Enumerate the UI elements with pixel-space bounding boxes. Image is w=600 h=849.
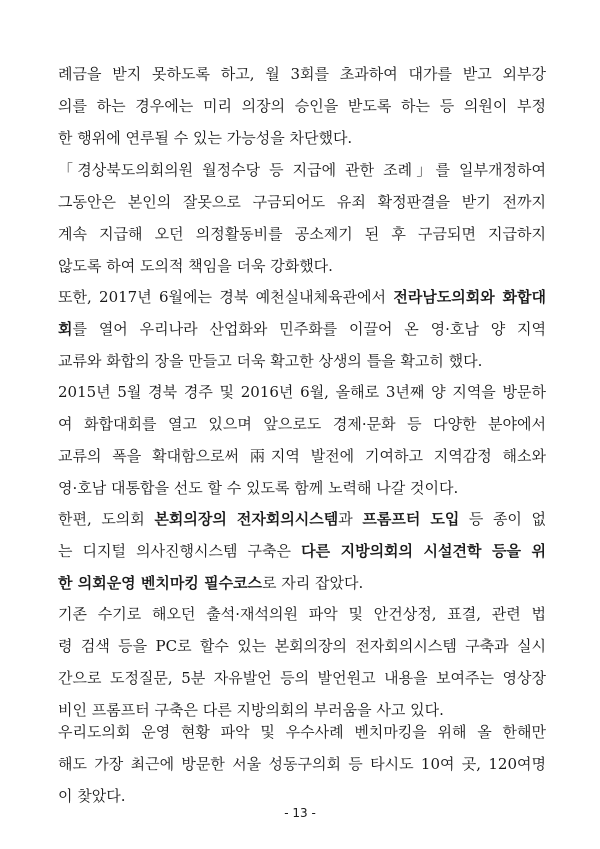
bold-text-segment: 다른 지방의회의 시설견학 등을 위 — [301, 542, 546, 560]
text-line — [58, 472, 546, 504]
text-line — [58, 186, 546, 218]
text-line — [58, 154, 546, 186]
text-segment: 등 종이 없 — [459, 510, 546, 528]
paragraph-4 — [58, 376, 546, 504]
text-segment: 계속 지급해 오던 의정활동비를 공소제기 된 후 구금되면 지급하지 — [58, 225, 546, 243]
text-segment: 교류의 폭을 확대함으로써 兩지역 발전에 기여하고 지역감정 해소와 — [58, 447, 546, 465]
text-segment: 교류와 화합의 장을 만들고 더욱 확고한 상생의 틀을 확고히 했다. — [58, 352, 483, 370]
bold-text-segment: 전라남도의회와 화합대 — [393, 288, 546, 306]
text-segment: 영·호남 대통합을 선도 할 수 있도록 함께 노력해 나갈 것이다. — [58, 479, 459, 497]
text-segment: 한 행위에 연루될 수 있는 가능성을 차단했다. — [58, 129, 353, 147]
text-line — [58, 630, 546, 662]
page-number: - 13 - — [284, 806, 316, 820]
text-line — [58, 90, 546, 122]
bold-text-segment: 프롬프터 도입 — [362, 510, 460, 528]
text-line — [58, 598, 546, 630]
text-segment: 우리도의회 운영 현황 파악 및 우수사례 벤치마킹을 위해 올 한해만 — [58, 723, 546, 741]
paragraph-5 — [58, 503, 546, 599]
text-line — [58, 748, 546, 780]
text-line — [58, 440, 546, 472]
text-segment: 기존 수기로 해오던 출석·재석의원 파악 및 안건상정, 표결, 관련 법 — [58, 605, 546, 623]
text-line — [58, 535, 546, 567]
text-segment: 2015년 5월 경북 경주 및 2016년 6월, 올해로 3년째 양 지역을 방문하 — [58, 383, 546, 401]
text-line — [58, 122, 546, 154]
text-line — [58, 58, 546, 90]
text-line — [58, 408, 546, 440]
bold-text-segment: 본회의장의 전자회의시스템 — [154, 510, 339, 528]
text-line — [58, 376, 546, 408]
text-line — [58, 218, 546, 250]
text-segment: 로 자리 잡았다. — [262, 574, 364, 592]
text-segment: 과 — [338, 510, 363, 528]
text-segment: 그동안은 본인의 잘못으로 구금되어도 유죄 확정판결을 받기 전까지 — [58, 193, 546, 211]
paragraph-6 — [58, 598, 546, 726]
bold-text-segment: 회 — [58, 320, 73, 338]
text-segment: 「경상북도의회의원 월정수당 등 지급에 관한 조례」를 일부개정하여 — [58, 161, 546, 179]
text-segment: 비인 프롬프터 구축은 다른 지방의회의 부러움을 사고 있다. — [58, 701, 444, 719]
bold-text-segment: 한 의회운영 벤치마킹 필수코스 — [58, 574, 263, 592]
text-line — [58, 503, 546, 535]
text-line — [58, 345, 546, 377]
text-segment: 이 찾았다. — [58, 787, 126, 805]
paragraph-3 — [58, 281, 546, 377]
text-line — [58, 662, 546, 694]
text-segment: 않도록 하여 도의적 책임을 더욱 강화했다. — [58, 257, 333, 275]
paragraph-1 — [58, 58, 546, 154]
text-segment: 는 디지털 의사진행시스템 구축은 — [58, 542, 302, 560]
text-segment: 한편, 도의회 — [58, 510, 155, 528]
text-segment: 의를 하는 경우에는 미리 의장의 승인을 받도록 하는 등 의원이 부정 — [58, 97, 546, 115]
text-segment: 해도 가장 최근에 방문한 서울 성동구의회 등 타시도 10여 곳, 120여명 — [58, 755, 546, 773]
paragraph-7 — [58, 716, 546, 812]
text-line — [58, 716, 546, 748]
text-segment: 여 화합대회를 열고 있으며 앞으로도 경제·문화 등 다양한 분야에서 — [58, 415, 546, 433]
text-line — [58, 250, 546, 282]
text-segment: 령 검색 등을 PC로 할수 있는 본회의장의 전자회의시스템 구축과 실시 — [58, 637, 546, 655]
text-segment: 또한, 2017년 6월에는 경북 예천실내체육관에서 — [58, 288, 394, 306]
text-line — [58, 281, 546, 313]
text-line — [58, 313, 546, 345]
paragraph-2 — [58, 154, 546, 282]
text-line — [58, 567, 546, 599]
text-segment: 간으로 도정질문, 5분 자유발언 등의 발언원고 내용을 보여주는 영상장 — [58, 669, 546, 687]
text-segment: 를 열어 우리나라 산업화와 민주화를 이끌어 온 영·호남 양 지역 — [72, 320, 546, 338]
text-segment: 례금을 받지 못하도록 하고, 월 3회를 초과하여 대가를 받고 외부강 — [58, 65, 546, 83]
